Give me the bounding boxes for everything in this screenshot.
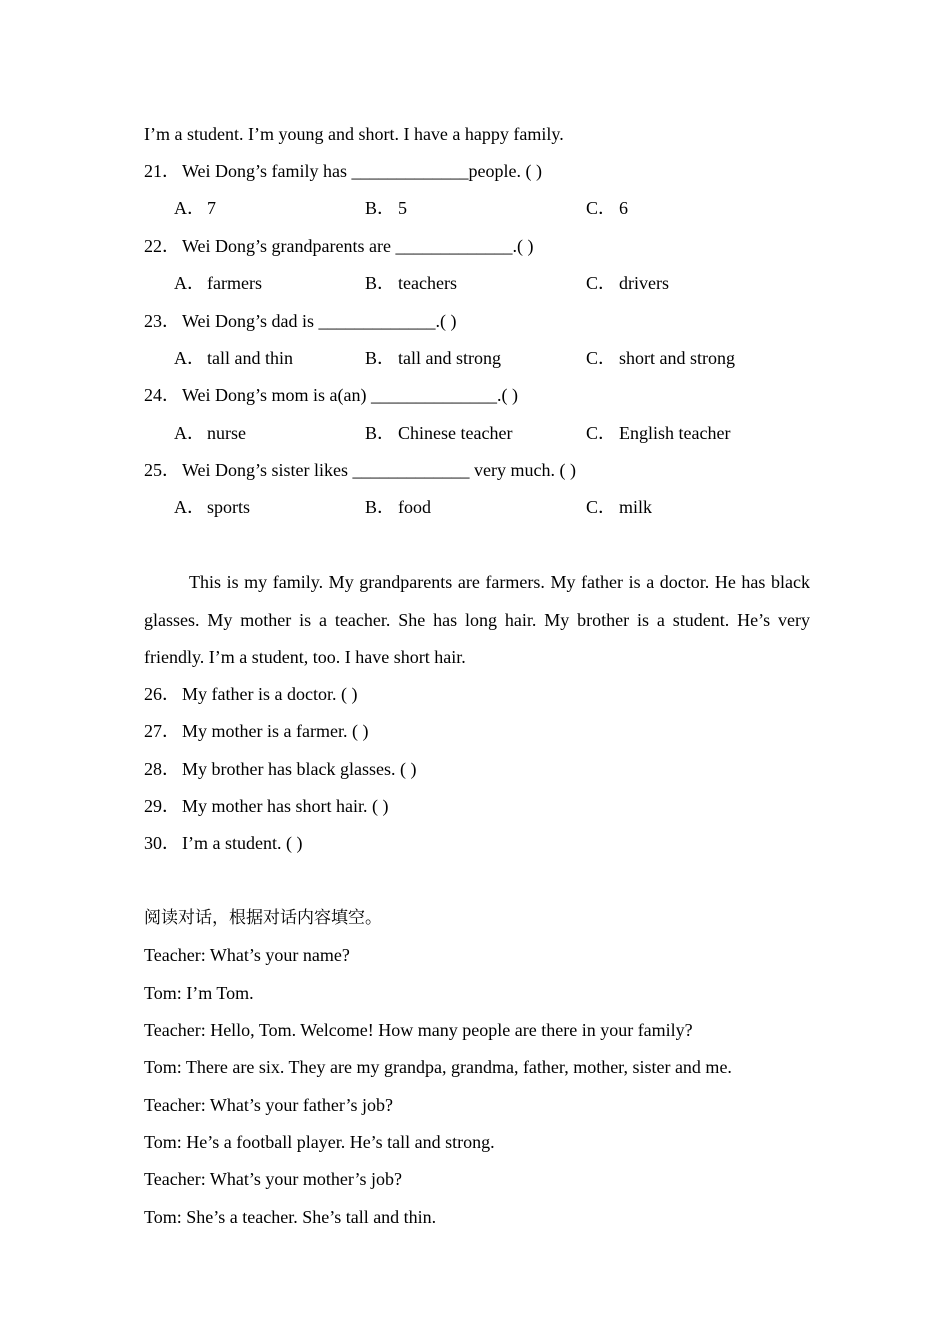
dialogue-line: Teacher: What’s your name?	[144, 945, 350, 965]
dialogue-line: Tom: He’s a football player. He’s tall and strong.	[144, 1132, 495, 1152]
question-text: My mother is a farmer. ( )	[182, 721, 369, 741]
dialogue-line: Teacher: What’s your father’s job?	[144, 1095, 393, 1115]
question-number: 25．	[144, 460, 180, 480]
question-number: 21．	[144, 161, 180, 181]
option-b[interactable]: B． Chinese teacher	[365, 423, 513, 443]
dialogue-instruction: 阅读对话，根据对话内容填空。	[144, 908, 382, 928]
question-26	[144, 682, 357, 706]
question-text: Wei Dong’s family has _____________people. ( )	[182, 161, 542, 181]
question-number: 29．	[144, 796, 180, 816]
question-23	[144, 309, 457, 333]
options-23	[174, 346, 874, 370]
option-c[interactable]: C． short and strong	[586, 348, 735, 368]
option-c[interactable]: C． 6	[586, 198, 628, 218]
option-c[interactable]: C． milk	[586, 497, 653, 517]
question-text: My mother has short hair. ( )	[182, 796, 389, 816]
question-text: My father is a doctor. ( )	[182, 684, 358, 704]
question-text: Wei Dong’s sister likes _____________ very much. ( )	[182, 460, 576, 480]
question-text: My brother has black glasses. ( )	[182, 759, 417, 779]
options-22	[174, 271, 874, 295]
options-24	[174, 421, 874, 445]
question-28	[144, 757, 416, 781]
dialogue-line: Tom: She’s a teacher. She’s tall and thin.	[144, 1207, 437, 1227]
question-text: Wei Dong’s grandparents are _____________.( )	[182, 236, 534, 256]
option-a[interactable]: A． 7	[174, 198, 216, 218]
option-b[interactable]: B． teachers	[365, 273, 457, 293]
options-25	[174, 495, 874, 519]
option-c[interactable]: C． drivers	[586, 273, 669, 293]
options-21	[174, 196, 874, 220]
option-b[interactable]: B． tall and strong	[365, 348, 501, 368]
question-text: I’m a student. ( )	[182, 833, 303, 853]
dialogue-line: Teacher: What’s your mother’s job?	[144, 1169, 402, 1189]
option-c[interactable]: C． English teacher	[586, 423, 731, 443]
question-text: Wei Dong’s dad is _____________.( )	[182, 311, 457, 331]
intro-text: I’m a student. I’m young and short. I have a happy family.	[144, 124, 564, 144]
option-b[interactable]: B． food	[365, 497, 431, 517]
question-27	[144, 719, 368, 743]
question-24	[144, 383, 518, 407]
question-22	[144, 234, 533, 258]
question-number: 30．	[144, 833, 180, 853]
reading-passage: This is my family. My grandparents are farmers. My father is a doctor. He has black glasses. My mother is a teacher. She has long hair. My brother is a student. He’s very friendly. I’m a student, too. I have short hair.	[144, 572, 810, 667]
question-21	[144, 159, 542, 183]
dialogue-line: Tom: There are six. They are my grandpa, grandma, father, mother, sister and me.	[144, 1057, 732, 1077]
question-number: 27．	[144, 721, 180, 741]
question-number: 28．	[144, 759, 180, 779]
option-a[interactable]: A． nurse	[174, 423, 246, 443]
question-text: Wei Dong’s mom is a(an) ______________.( )	[182, 385, 519, 405]
question-25	[144, 458, 576, 482]
option-a[interactable]: A． sports	[174, 497, 251, 517]
option-a[interactable]: A． tall and thin	[174, 348, 293, 368]
question-number: 23．	[144, 311, 180, 331]
question-29	[144, 794, 388, 818]
question-number: 22．	[144, 236, 180, 256]
dialogue-line: Teacher: Hello, Tom. Welcome! How many people are there in your family?	[144, 1020, 693, 1040]
dialogue-line: Tom: I’m Tom.	[144, 983, 254, 1003]
question-number: 26．	[144, 684, 180, 704]
option-b[interactable]: B． 5	[365, 198, 407, 218]
option-a[interactable]: A． farmers	[174, 273, 262, 293]
question-30	[144, 831, 302, 855]
question-number: 24．	[144, 385, 180, 405]
